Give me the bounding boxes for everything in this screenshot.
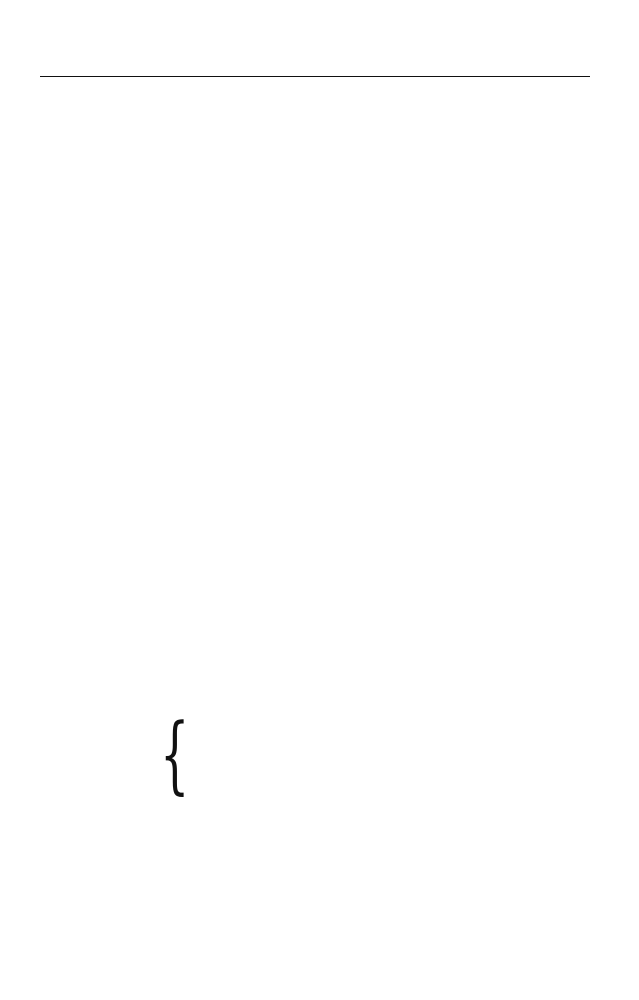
circuit-figure [0,100,639,362]
formula-brace: { [160,705,190,803]
formula [105,705,585,804]
running-header [40,50,590,77]
